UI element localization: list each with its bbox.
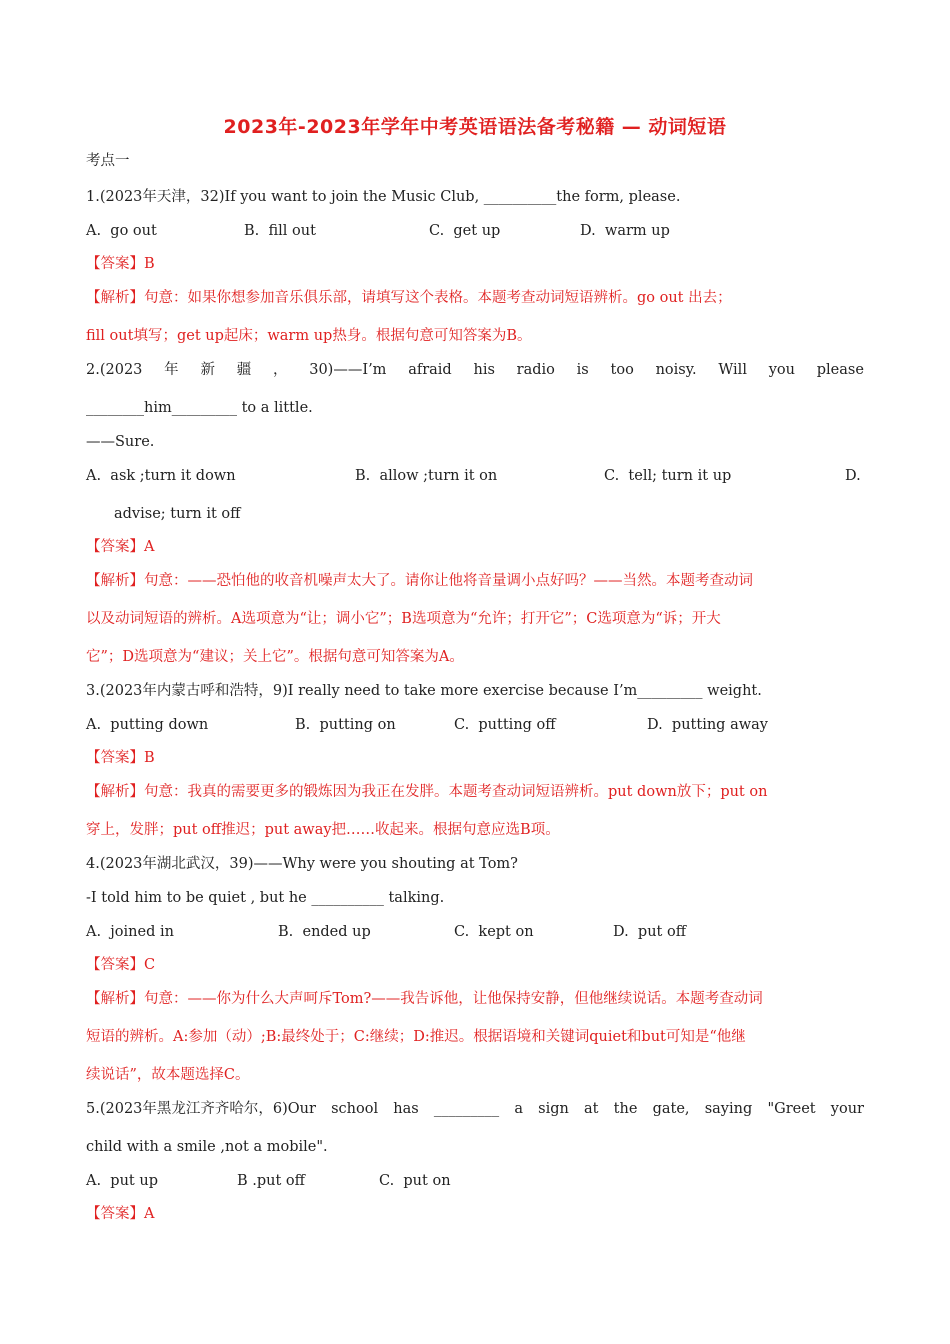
q2-stem-word: afraid (408, 362, 452, 378)
q5-stem-word: the (613, 1101, 638, 1117)
q2-option-c: C. tell; turn it up (604, 468, 732, 484)
q1-option-d: D. warm up (580, 223, 670, 239)
q4-stem-line-2: -I told him to be quiet , but he __________ talking. (86, 890, 445, 906)
q2-option-a: A. ask ;turn it down (86, 468, 236, 484)
q2-analysis-line-3: 它”；D选项意为“建议；关上它”。根据句意可知答案为A。 (86, 649, 464, 665)
q2-analysis-line-1: 【解析】句意：——恐怕他的收音机噪声太大了。请你让他将音量调小点好吗？——当然。本题考查动词 (86, 573, 753, 589)
q4-analysis-line-1: 【解析】句意：——你为什么大声呵斥Tom?——我告诉他，让他保持安静，但他继续说话。本题考查动词 (86, 991, 763, 1007)
q2-option-b: B. allow ;turn it on (355, 468, 498, 484)
q4-analysis-line-2: 短语的辨析。A:参加（动）;B:最终处于；C:继续；D:推迟。根据语境和关键词quiet和but可知是“他继 (86, 1029, 746, 1045)
q4-option-b: B. ended up (278, 924, 371, 940)
q2-analysis-line-2: 以及动词短语的辨析。A选项意为“让；调小它”；B选项意为“允许；打开它”；C选项意为“诉；开大 (86, 611, 721, 627)
q2-stem-word: 疆 (236, 362, 252, 378)
q1-option-a: A. go out (86, 223, 157, 239)
q2-option-d: advise; turn it off (114, 506, 241, 522)
q4-answer: 【答案】C (86, 957, 156, 973)
q2-stem-line-2: ________him_________ to a little. (86, 400, 313, 416)
q2-stem-word: noisy. (655, 362, 697, 378)
page-title: 2023年-2023年学年中考英语语法备考秘籍 — 动词短语 (223, 116, 727, 138)
q1-option-b: B. fill out (244, 223, 316, 239)
q2-stem-word: 2.(2023 (86, 362, 143, 378)
q4-stem: 4.(2023年湖北武汉，39)——Why were you shouting at Tom? (86, 856, 518, 872)
q3-answer: 【答案】B (86, 750, 155, 766)
q3-stem: 3.(2023年内蒙古呼和浩特，9)I really need to take more exercise because I’m_________ weight. (86, 683, 762, 699)
q5-stem-word: sign (538, 1101, 569, 1117)
q5-stem-word: has (393, 1101, 419, 1117)
q1-option-c: C. get up (429, 223, 501, 239)
q4-option-a: A. joined in (86, 924, 174, 940)
q5-option-b: B .put off (237, 1173, 305, 1189)
q2-stem-word: radio (516, 362, 555, 378)
q5-stem-word: at (584, 1101, 599, 1117)
q5-stem-line-2: child with a smile ,not a mobile". (86, 1139, 328, 1155)
q5-stem-word: gate, (652, 1101, 690, 1117)
q5-stem-word: "Greet (767, 1101, 816, 1117)
q2-option-d-label: D. (845, 468, 861, 484)
q2-stem-word: 30)——I’m (309, 362, 387, 378)
q5-stem-word: 5.(2023年黑龙江齐齐哈尔，6)Our (86, 1101, 316, 1117)
q1-analysis-line-1: 【解析】句意：如果你想参加音乐俱乐部，请填写这个表格。本题考查动词短语辨析。go out 出去； (86, 290, 732, 306)
q5-stem-word: _________ (433, 1101, 500, 1117)
q5-stem-word: a (514, 1101, 523, 1117)
q3-analysis-line-2: 穿上，发胖；put off推迟；put away把……收起来。根据句意应选B项。 (86, 822, 560, 838)
q2-stem-word: 新 (200, 362, 215, 378)
q1-analysis-line-2: fill out填写；get up起床；warm up热身。根据句意可知答案为B。 (86, 328, 532, 344)
q2-stem-line-3: ——Sure. (86, 434, 155, 450)
q2-stem-word: his (473, 362, 495, 378)
q1-answer: 【答案】B (86, 256, 155, 272)
section-label: 考点一 (86, 153, 130, 169)
q2-stem-word: you (768, 362, 795, 378)
q5-stem-word: saying (704, 1101, 753, 1117)
q3-option-b: B. putting on (295, 717, 396, 733)
q4-option-c: C. kept on (454, 924, 534, 940)
q2-stem-word: please (816, 362, 864, 378)
q2-stem-word: Will (718, 362, 747, 378)
q2-answer: 【答案】A (86, 539, 155, 555)
q5-option-c: C. put on (379, 1173, 451, 1189)
q1-stem: 1.(2023年天津，32)If you want to join the Music Club, __________the form, please. (86, 189, 681, 205)
q4-option-d: D. put off (613, 924, 687, 940)
q2-stem (86, 360, 864, 380)
q3-analysis-line-1: 【解析】句意：我真的需要更多的锻炼因为我正在发胖。本题考查动词短语辨析。put down放下；put on (86, 784, 768, 800)
q5-stem-word: school (331, 1101, 379, 1117)
q2-stem-word: 年 (164, 362, 179, 378)
q5-stem-word: your (830, 1101, 864, 1117)
q2-stem-word: ， (272, 362, 288, 378)
q4-analysis-line-3: 续说话”，故本题选择C。 (86, 1067, 250, 1083)
q3-option-d: D. putting away (647, 717, 768, 733)
q5-answer: 【答案】A (86, 1206, 155, 1222)
q2-stem-word: too (610, 362, 634, 378)
q2-stem-word: is (576, 362, 589, 378)
q5-stem (86, 1099, 864, 1119)
q3-option-a: A. putting down (86, 717, 209, 733)
q3-option-c: C. putting off (454, 717, 556, 733)
q5-option-a: A. put up (86, 1173, 158, 1189)
